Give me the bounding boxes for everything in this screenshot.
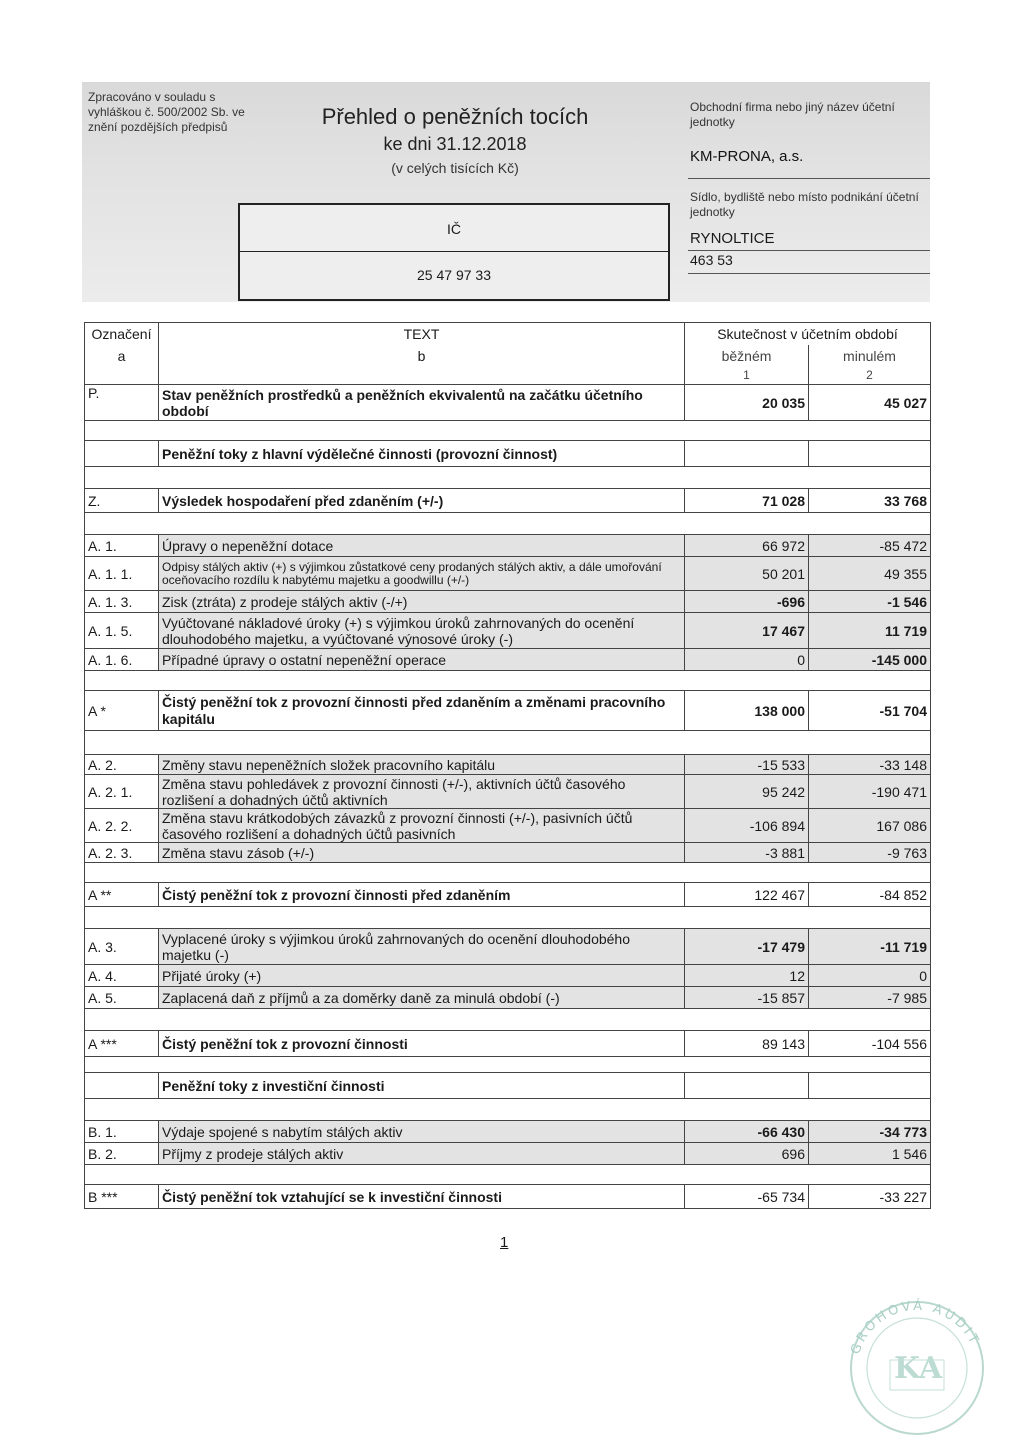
row-text: Čistý peněžní tok z provozní činnosti před zdaněním [159, 883, 685, 907]
sub-header-b: b [159, 345, 685, 367]
row-value-current: -65 734 [685, 1185, 809, 1209]
ic-box [238, 203, 670, 301]
row-value-previous: -1 546 [809, 591, 931, 613]
row-code: A. 1. 1. [85, 557, 159, 591]
col-number-1: 1 [685, 367, 809, 385]
row-text: Případné úpravy o ostatní nepeněžní operace [159, 649, 685, 671]
row-text: Změna stavu zásob (+/-) [159, 843, 685, 863]
row-value-previous: 167 086 [809, 809, 931, 843]
row-text: Výdaje spojené s nabytím stálých aktiv [159, 1121, 685, 1143]
svg-text:KA: KA [894, 1351, 943, 1386]
row-value-previous: 33 768 [809, 489, 931, 513]
row-value-previous: 0 [809, 965, 931, 987]
row-code: A. 1. 6. [85, 649, 159, 671]
row-text: Vyplacené úroky s výjimkou úroků zahrnovaných do ocenění dlouhodobého majetku (-) [159, 929, 685, 965]
seat-postcode: 463 53 [690, 252, 733, 268]
row-value-current: -15 533 [685, 755, 809, 775]
row-value-current: -3 881 [685, 843, 809, 863]
row-text: Čistý peněžní tok z provozní činnosti [159, 1031, 685, 1057]
report-date: ke dni 31.12.2018 [383, 134, 527, 154]
row-value-current: 71 028 [685, 489, 809, 513]
sub-header-current: běžném [685, 345, 809, 367]
row-code: A. 2. 1. [85, 775, 159, 809]
row-code: B. 2. [85, 1143, 159, 1165]
firm-label: Obchodní firma nebo jiný název účetní jednotky [690, 100, 895, 129]
row-value-previous: -33 148 [809, 755, 931, 775]
row-text: Přijaté úroky (+) [159, 965, 685, 987]
row-code: A. 3. [85, 929, 159, 965]
row-value-current: 12 [685, 965, 809, 987]
row-code: P. [85, 385, 159, 421]
row-value-previous: -104 556 [809, 1031, 931, 1057]
legal-note: Zpracováno v souladu s vyhláškou č. 500/2002 Sb. ve znění pozdějších předpisů [88, 90, 245, 134]
page-title: Přehled o peněžních tocích [321, 104, 589, 129]
row-text: Změny stavu nepeněžních složek pracovního kapitálu [159, 755, 685, 775]
row-code: A *** [85, 1031, 159, 1057]
col-header-text: TEXT [159, 323, 685, 345]
section-heading-investing: Peněžní toky z investiční činnosti [159, 1073, 685, 1099]
row-value-current: 20 035 [685, 385, 809, 421]
row-code: B. 1. [85, 1121, 159, 1143]
row-text: Úpravy o nepeněžní dotace [159, 535, 685, 557]
row-code: A. 1. 3. [85, 591, 159, 613]
row-value-previous: -34 773 [809, 1121, 931, 1143]
firm-name: KM-PRONA, a.s. [690, 148, 804, 165]
row-code: A ** [85, 883, 159, 907]
row-value-current: -15 857 [685, 987, 809, 1009]
row-code: Z. [85, 489, 159, 513]
cash-flow-table [84, 322, 931, 1209]
seat-label: Sídlo, bydliště nebo místo podnikání účetní jednotky [690, 190, 919, 219]
row-code: A. 1. [85, 535, 159, 557]
row-code: A. 2. [85, 755, 159, 775]
row-value-current: 696 [685, 1143, 809, 1165]
col-number-2: 2 [809, 367, 931, 385]
row-text: Změna stavu pohledávek z provozní činnosti (+/-), aktivních účtů časového rozlišení a dohadných účtů aktivních [159, 775, 685, 809]
sub-header-a: a [85, 345, 159, 367]
row-value-current: -696 [685, 591, 809, 613]
row-text: Změna stavu krátkodobých závazků z provozní činnosti (+/-), pasivních účtů časového rozlišení a dohadných účtů pasivních [159, 809, 685, 843]
row-value-previous: -84 852 [809, 883, 931, 907]
row-value-previous: -145 000 [809, 649, 931, 671]
auditor-stamp [832, 1290, 1002, 1440]
row-text: Zisk (ztráta) z prodeje stálých aktiv (-/+) [159, 591, 685, 613]
row-text: Odpisy stálých aktiv (+) s výjimkou zůstatkové ceny prodaných stálých aktiv, a dále umořování oceňovacího rozdílu k nabytému majetku a goodwillu (+/-) [159, 557, 685, 591]
row-value-previous: -7 985 [809, 987, 931, 1009]
row-text: Vyúčtované nákladové úroky (+) s výjimkou úroků zahrnovaných do ocenění dlouhodobého majetku, a vyúčtované výnosové úroky (-) [159, 613, 685, 649]
row-text: Zaplacená daň z příjmů a za doměrky daně za minulá období (-) [159, 987, 685, 1009]
ic-label: IČ [447, 221, 461, 237]
row-value-current: 17 467 [685, 613, 809, 649]
seat-city: RYNOLTICE [690, 230, 775, 247]
row-code: A * [85, 691, 159, 731]
row-value-previous: -33 227 [809, 1185, 931, 1209]
row-value-previous: -9 763 [809, 843, 931, 863]
units-note: (v celých tisících Kč) [391, 160, 519, 176]
row-code: A. 2. 2. [85, 809, 159, 843]
section-heading-operating: Peněžní toky z hlavní výdělečné činnosti (provozní činnost) [159, 441, 685, 467]
row-value-current: 122 467 [685, 883, 809, 907]
row-code: A. 1. 5. [85, 613, 159, 649]
row-value-current: -106 894 [685, 809, 809, 843]
ic-value: 25 47 97 33 [417, 267, 491, 283]
row-code: A. 2. 3. [85, 843, 159, 863]
row-code: A. 4. [85, 965, 159, 987]
row-value-previous: 49 355 [809, 557, 931, 591]
row-value-previous: -190 471 [809, 775, 931, 809]
col-header-code: Označení [85, 323, 159, 345]
row-value-current: 138 000 [685, 691, 809, 731]
row-value-previous: -51 704 [809, 691, 931, 731]
row-code: B *** [85, 1185, 159, 1209]
sub-header-previous: minulém [809, 345, 931, 367]
row-text: Čistý peněžní tok z provozní činnosti před zdaněním a změnami pracovního kapitálu [159, 691, 685, 731]
row-text: Stav peněžních prostředků a peněžních ekvivalentů na začátku účetního období [159, 385, 685, 421]
row-value-current: 95 242 [685, 775, 809, 809]
row-code: A. 5. [85, 987, 159, 1009]
row-text: Příjmy z prodeje stálých aktiv [159, 1143, 685, 1165]
row-value-current: -66 430 [685, 1121, 809, 1143]
row-value-current: 0 [685, 649, 809, 671]
col-header-values: Skutečnost v účetním období [685, 323, 931, 345]
row-value-current: 50 201 [685, 557, 809, 591]
row-value-previous: -11 719 [809, 929, 931, 965]
svg-text:GROHOVÁ AUDIT: GROHOVÁ AUDIT [848, 1298, 983, 1357]
row-value-current: 89 143 [685, 1031, 809, 1057]
row-value-previous: -85 472 [809, 535, 931, 557]
row-value-previous: 11 719 [809, 613, 931, 649]
row-value-current: 66 972 [685, 535, 809, 557]
row-text: Výsledek hospodaření před zdaněním (+/-) [159, 489, 685, 513]
page-number: 1 [500, 1234, 509, 1251]
row-value-previous: 45 027 [809, 385, 931, 421]
row-text: Čistý peněžní tok vztahující se k investiční činnosti [159, 1185, 685, 1209]
row-value-previous: 1 546 [809, 1143, 931, 1165]
row-value-current: -17 479 [685, 929, 809, 965]
